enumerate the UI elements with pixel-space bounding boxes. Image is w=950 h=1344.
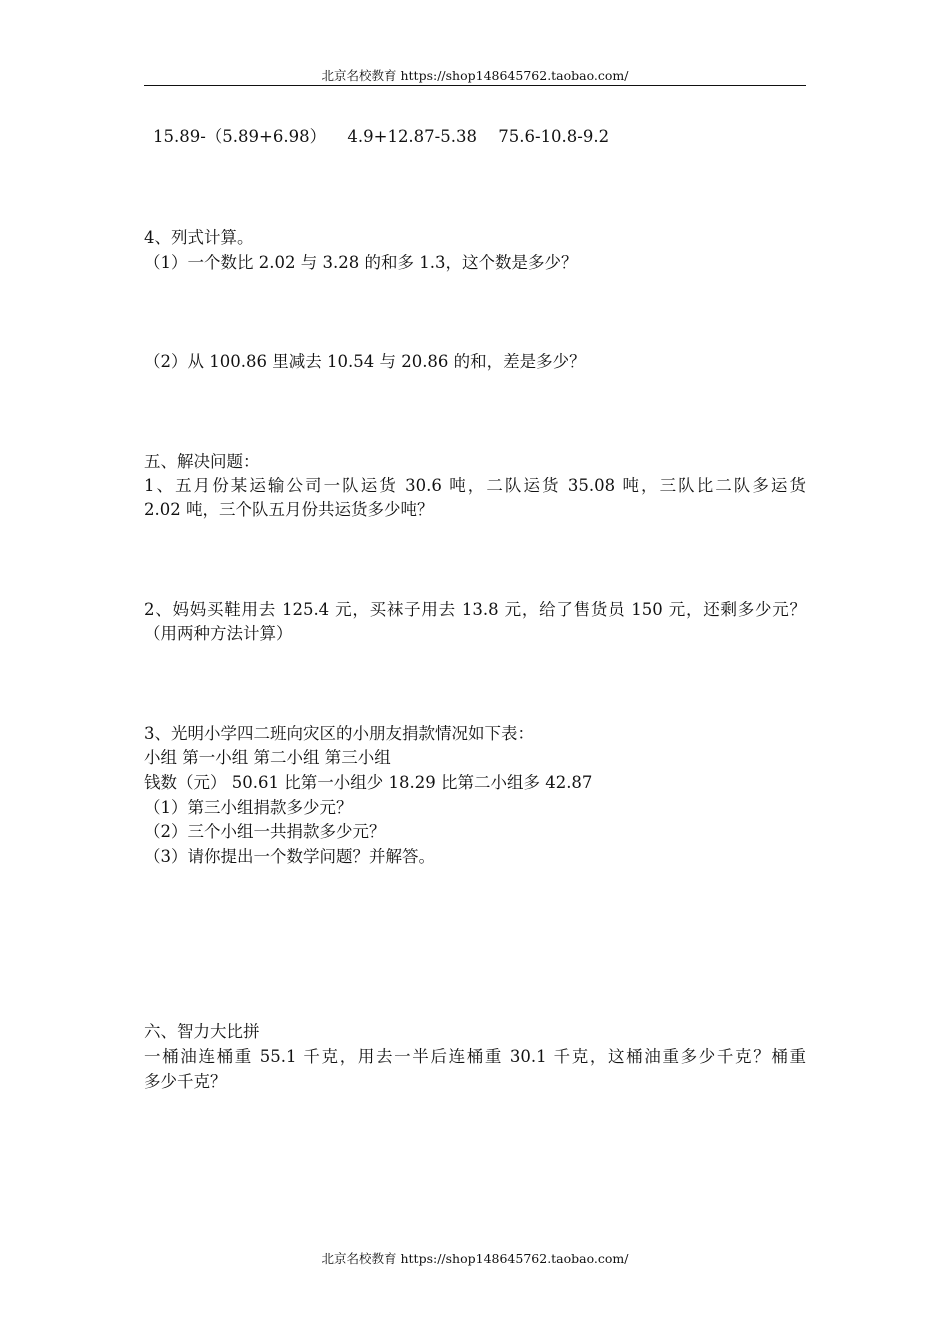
section6-line1: 一桶油连桶重 55.1 千克，用去一半后连桶重 30.1 千克，这桶油重多少千克？桶重 (144, 1047, 806, 1066)
problem3-table-header: 小组 第一小组 第二小组 第三小组 (144, 748, 391, 767)
expression-2: 4.9+12.87-5.38 (347, 127, 477, 146)
section4-question-2: （2）从 100.86 里减去 10.54 与 20.86 的和，差是多少？ (144, 352, 586, 371)
expression-1: 15.89-（5.89+6.98） (153, 127, 327, 146)
problem3-question-2: （2）三个小组一共捐款多少元？ (144, 822, 386, 841)
header-text: 北京名校教育 https://shop148645762.taobao.com/ (321, 68, 629, 83)
problem1-line2: 2.02 吨，三个队五月份共运货多少吨？ (144, 500, 434, 519)
section4-title: 4、列式计算。 (144, 228, 254, 247)
problem3-question-3: （3）请你提出一个数学问题？并解答。 (144, 847, 435, 866)
problem2-line2: （用两种方法计算） (144, 624, 293, 643)
section5-title: 五、解决问题： (144, 452, 260, 471)
section6-line2: 多少千克？ (144, 1072, 227, 1091)
section6-title: 六、智力大比拼 (144, 1022, 260, 1041)
expression-3: 75.6-10.8-9.2 (498, 127, 610, 146)
calculation-row (153, 125, 815, 149)
problem1-line1: 1、五月份某运输公司一队运货 30.6 吨，二队运货 35.08 吨，三队比二队多运货 (144, 476, 806, 495)
problem3-table-row: 钱数（元） 50.61 比第一小组少 18.29 比第二小组多 42.87 (144, 773, 593, 792)
section4-question-1: （1）一个数比 2.02 与 3.28 的和多 1.3，这个数是多少？ (144, 253, 578, 272)
problem3-question-1: （1）第三小组捐款多少元？ (144, 798, 353, 817)
header-divider (144, 85, 806, 86)
problem2-line1: 2、妈妈买鞋用去 125.4 元，买袜子用去 13.8 元，给了售货员 150 元，还剩多少元？ (144, 600, 806, 619)
page-footer: 北京名校教育 https://shop148645762.taobao.com/ (321, 1251, 629, 1266)
problem3-line1: 3、光明小学四二班向灾区的小朋友捐款情况如下表： (144, 724, 534, 743)
